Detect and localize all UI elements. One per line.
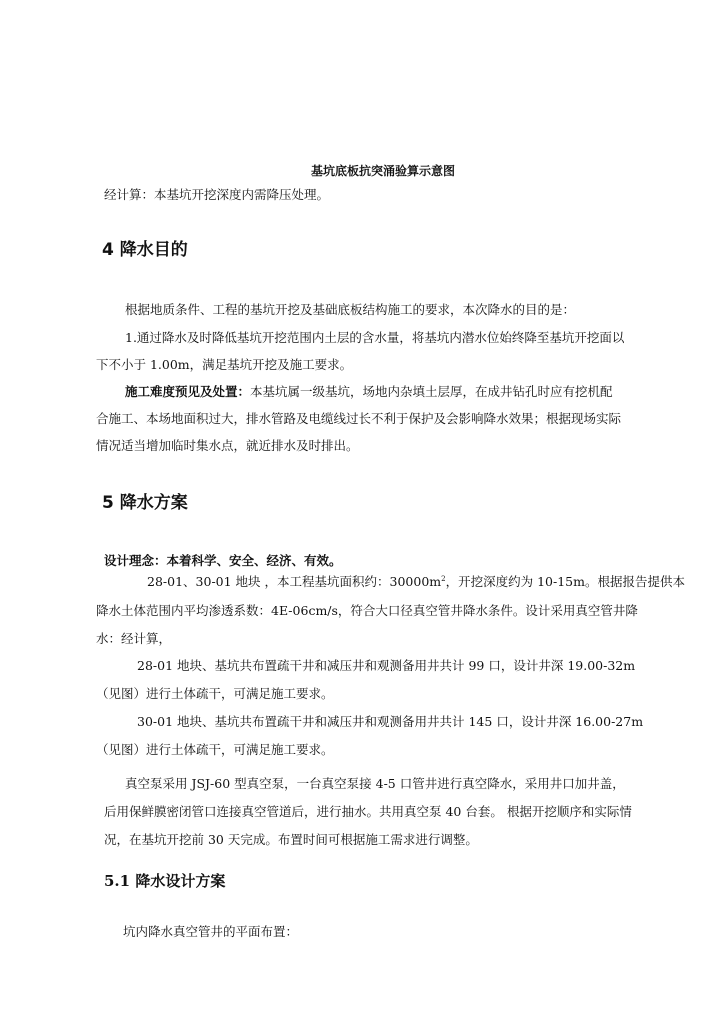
- difficulty-label: 施工难度预见及处置：: [125, 384, 251, 399]
- difficulty-paragraph-line1: [125, 384, 613, 400]
- section-5-1-heading: 5.1 降水设计方案: [104, 872, 226, 890]
- section-5-p2-line1: 28-01 地块、基坑共布置疏干井和减压井和观测备用井共计 99 口，设计井深 19.00-32m: [137, 658, 636, 673]
- section-5-p4-line1: 真空泵采用 JSJ-60 型真空泵，一台真空泵接 4-5 口管井进行真空降水，采用井口加井盖，: [125, 776, 625, 791]
- calculation-note: 经计算：本基坑开挖深度内需降压处理。: [104, 187, 330, 202]
- section-5-p1-line2: 降水土体范围内平均渗透系数：4E-06cm/s，符合大口径真空管井降水条件。设计采用真空管井降: [96, 603, 638, 618]
- area-text: 28-01、30-01 地块 ，本工程基坑面积约：30000m: [147, 574, 442, 589]
- area-superscript: 2: [441, 574, 446, 583]
- layout-note: 坑内降水真空管井的平面布置：: [123, 924, 299, 939]
- section-5-p2-line2: （见图）进行土体疏干，可满足施工要求。: [96, 686, 334, 701]
- section-4-heading: 4 降水目的: [102, 240, 188, 260]
- depth-text: ，开挖深度约为 10-15m。根据报告提供本: [445, 574, 685, 589]
- section-4-item1-line1: 1.通过降水及时降低基坑开挖范围内土层的含水量，将基坑内潜水位始终降至基坑开挖面以: [125, 330, 625, 345]
- difficulty-text: 本基坑属一级基坑，场地内杂填土层厚，在成井钻孔时应有挖机配: [250, 384, 613, 399]
- difficulty-paragraph-line3: 情况适当增加临时集水点，就近排水及时排出。: [96, 438, 359, 453]
- section-5-heading: 5 降水方案: [102, 493, 188, 513]
- section-5-p3-line1: 30-01 地块、基坑共布置疏干井和减压井和观测备用井共计 145 口，设计井深 16.00-27m: [137, 714, 644, 729]
- section-4-intro: 根据地质条件、工程的基坑开挖及基础底板结构施工的要求，本次降水的目的是：: [125, 302, 576, 317]
- section-5-p1-line1: [147, 574, 685, 590]
- section-5-p1-line3: 水：经计算，: [96, 631, 172, 646]
- figure-caption: 基坑底板抗突涌验算示意图: [311, 164, 456, 178]
- difficulty-paragraph-line2: 合施工、本场地面积过大，排水管路及电缆线过长不利于保护及会影响降水效果；根据现场实际: [96, 411, 622, 426]
- design-concept: 设计理念：本着科学、安全、经济、有效。: [104, 553, 342, 568]
- section-5-p4-line2: 后用保鲜膜密闭管口连接真空管道后，进行抽水。共用真空泵 40 台套。 根据开挖顺序和实际情: [104, 804, 632, 819]
- section-4-item1-line2: 下不小于 1.00m，满足基坑开挖及施工要求。: [96, 357, 353, 372]
- section-5-p3-line2: （见图）进行土体疏干，可满足施工要求。: [96, 742, 334, 757]
- section-5-p4-line3: 况，在基坑开挖前 30 天完成。布置时间可根据施工需求进行调整。: [104, 832, 478, 847]
